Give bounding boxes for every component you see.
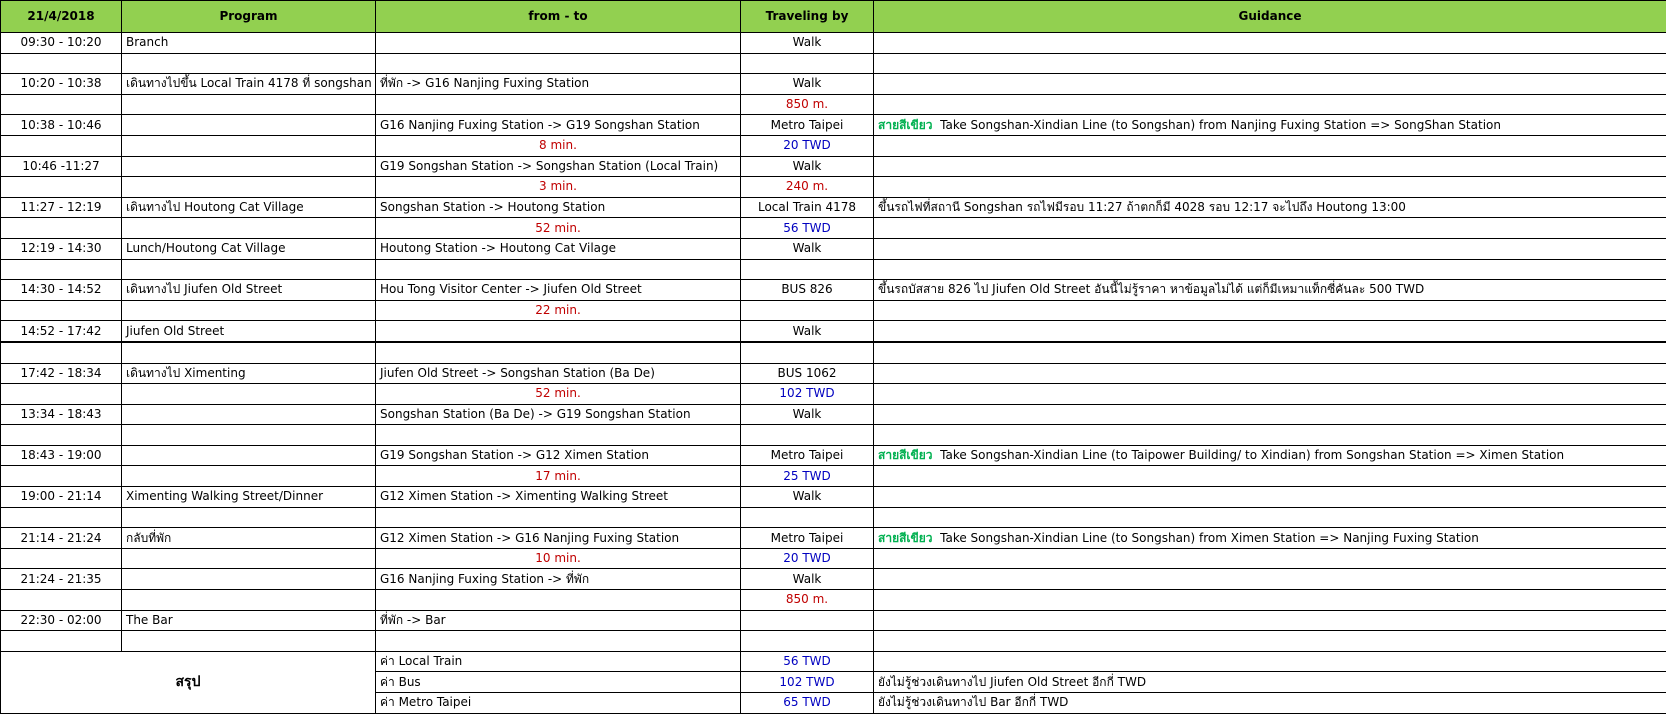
- guidance-cell[interactable]: [874, 425, 1666, 446]
- program-cell[interactable]: [122, 631, 376, 652]
- program-cell[interactable]: เดินทางไป Ximenting: [122, 363, 376, 384]
- route-cell[interactable]: ที่พัก -> G16 Nanjing Fuxing Station: [376, 74, 741, 95]
- table-row: [1, 466, 1666, 487]
- guidance-cell[interactable]: [874, 631, 1666, 652]
- time-cell[interactable]: 21:24 - 21:35: [1, 569, 122, 590]
- route-cell[interactable]: Songshan Station (Ba De) -> G19 Songshan Station: [376, 404, 741, 425]
- time-cell[interactable]: 22:30 - 02:00: [1, 610, 122, 631]
- mode-cell[interactable]: 102 TWD: [741, 384, 874, 405]
- guidance-text: ขึ้นรถไฟที่สถานี Songshan รถไฟมีรอบ 11:27 ถ้าตกก็มี 4028 รอบ 12:17 จะไปถึง Houtong 13:00: [878, 200, 1406, 214]
- mode-cell[interactable]: 240 m.: [741, 177, 874, 198]
- mode-cell[interactable]: [741, 631, 874, 652]
- guidance-cell[interactable]: [874, 528, 1666, 549]
- guidance-cell[interactable]: [874, 53, 1666, 74]
- program-cell[interactable]: [122, 445, 376, 466]
- time-cell[interactable]: [1, 548, 122, 569]
- guidance-cell[interactable]: [874, 74, 1666, 95]
- mode-cell[interactable]: Walk: [741, 569, 874, 590]
- table-row: [1, 33, 1666, 54]
- program-cell[interactable]: [122, 218, 376, 239]
- header-from-to[interactable]: from - to: [376, 1, 741, 33]
- program-cell[interactable]: เดินทางไปขึ้น Local Train 4178 ที่ songshan: [122, 74, 376, 95]
- mode-cell[interactable]: Walk: [741, 238, 874, 259]
- table-row: [1, 507, 1666, 528]
- guidance-cell[interactable]: [874, 300, 1666, 321]
- table-row: [1, 631, 1666, 652]
- program-cell[interactable]: [122, 425, 376, 446]
- table-row: [1, 548, 1666, 569]
- program-cell[interactable]: เดินทางไป Houtong Cat Village: [122, 197, 376, 218]
- guidance-cell[interactable]: [874, 218, 1666, 239]
- summary-amount[interactable]: 65 TWD: [741, 693, 874, 714]
- guidance-cell[interactable]: [874, 115, 1666, 136]
- time-cell[interactable]: 12:19 - 14:30: [1, 238, 122, 259]
- table-row: [1, 569, 1666, 590]
- time-cell[interactable]: 17:42 - 18:34: [1, 363, 122, 384]
- line-color-label: สายสีเขียว: [878, 531, 933, 545]
- table-row: [1, 528, 1666, 549]
- guidance-cell[interactable]: [874, 404, 1666, 425]
- program-cell[interactable]: [122, 115, 376, 136]
- program-cell[interactable]: The Bar: [122, 610, 376, 631]
- guidance-cell[interactable]: [874, 487, 1666, 508]
- mode-cell[interactable]: 20 TWD: [741, 135, 874, 156]
- route-cell[interactable]: [376, 507, 741, 528]
- guidance-cell[interactable]: [874, 135, 1666, 156]
- time-cell[interactable]: 10:20 - 10:38: [1, 74, 122, 95]
- mode-cell[interactable]: Metro Taipei: [741, 445, 874, 466]
- time-cell[interactable]: [1, 94, 122, 115]
- program-cell[interactable]: Jiufen Old Street: [122, 321, 376, 342]
- mode-cell[interactable]: [741, 610, 874, 631]
- guidance-cell[interactable]: [874, 466, 1666, 487]
- mode-cell[interactable]: 850 m.: [741, 94, 874, 115]
- guidance-cell[interactable]: [874, 445, 1666, 466]
- summary-item-label[interactable]: ค่า Local Train: [376, 651, 741, 672]
- program-cell[interactable]: [122, 507, 376, 528]
- header-traveling-by[interactable]: Traveling by: [741, 1, 874, 33]
- time-cell[interactable]: 10:38 - 10:46: [1, 115, 122, 136]
- guidance-cell[interactable]: [874, 342, 1666, 363]
- duration-cell[interactable]: 3 min.: [376, 177, 741, 198]
- program-cell[interactable]: กลับที่พัก: [122, 528, 376, 549]
- mode-cell[interactable]: [741, 259, 874, 280]
- mode-cell[interactable]: Walk: [741, 321, 874, 342]
- program-cell[interactable]: [122, 156, 376, 177]
- time-cell[interactable]: [1, 218, 122, 239]
- table-row: [1, 197, 1666, 218]
- table-row: [1, 445, 1666, 466]
- program-cell[interactable]: [122, 300, 376, 321]
- route-cell[interactable]: Hou Tong Visitor Center -> Jiufen Old Street: [376, 280, 741, 301]
- time-cell[interactable]: [1, 259, 122, 280]
- time-cell[interactable]: [1, 425, 122, 446]
- mode-cell[interactable]: Metro Taipei: [741, 115, 874, 136]
- route-cell[interactable]: [376, 590, 741, 611]
- guidance-cell[interactable]: [874, 177, 1666, 198]
- guidance-text: ขึ้นรถบัสสาย 826 ไป Jiufen Old Street อันนี้ไม่รู้ราคา หาข้อมูลไม่ได้ แต่ก็มีเหมาแท็กซี่คันละ 500 TWD: [878, 282, 1424, 296]
- time-cell[interactable]: [1, 177, 122, 198]
- time-cell[interactable]: [1, 53, 122, 74]
- time-cell[interactable]: [1, 631, 122, 652]
- time-cell[interactable]: [1, 300, 122, 321]
- time-cell[interactable]: [1, 342, 122, 363]
- program-cell[interactable]: [122, 177, 376, 198]
- guidance-cell[interactable]: [874, 548, 1666, 569]
- guidance-cell[interactable]: [874, 321, 1666, 342]
- route-cell[interactable]: [376, 425, 741, 446]
- guidance-text: Take Songshan-Xindian Line (to Songshan) from Ximen Station => Nanjing Fuxing Station: [940, 531, 1479, 545]
- time-cell[interactable]: 19:00 - 21:14: [1, 487, 122, 508]
- program-cell[interactable]: [122, 404, 376, 425]
- time-cell[interactable]: [1, 507, 122, 528]
- program-cell[interactable]: [122, 135, 376, 156]
- time-cell[interactable]: [1, 384, 122, 405]
- time-cell[interactable]: 18:43 - 19:00: [1, 445, 122, 466]
- guidance-text: Take Songshan-Xindian Line (to Taipower Building/ to Xindian) from Songshan Station => Ximen Station: [940, 448, 1564, 462]
- summary-item-label[interactable]: ค่า Bus: [376, 672, 741, 693]
- duration-cell[interactable]: 8 min.: [376, 135, 741, 156]
- summary-label[interactable]: สรุป: [1, 651, 376, 713]
- mode-cell[interactable]: [741, 425, 874, 446]
- program-cell[interactable]: [122, 384, 376, 405]
- route-cell[interactable]: Jiufen Old Street -> Songshan Station (Ba De): [376, 363, 741, 384]
- table-row: [1, 74, 1666, 95]
- table-row: [1, 363, 1666, 384]
- line-color-label: สายสีเขียว: [878, 118, 933, 132]
- route-cell[interactable]: [376, 259, 741, 280]
- table-row: [1, 238, 1666, 259]
- guidance-cell[interactable]: [874, 238, 1666, 259]
- time-cell[interactable]: 14:52 - 17:42: [1, 321, 122, 342]
- program-cell[interactable]: เดินทางไป Jiufen Old Street: [122, 280, 376, 301]
- time-cell[interactable]: 13:34 - 18:43: [1, 404, 122, 425]
- route-cell[interactable]: [376, 33, 741, 54]
- program-cell[interactable]: Ximenting Walking Street/Dinner: [122, 487, 376, 508]
- route-cell[interactable]: G16 Nanjing Fuxing Station -> ที่พัก: [376, 569, 741, 590]
- time-cell[interactable]: 21:14 - 21:24: [1, 528, 122, 549]
- mode-cell[interactable]: Metro Taipei: [741, 528, 874, 549]
- table-row: [1, 280, 1666, 301]
- mode-cell[interactable]: [741, 342, 874, 363]
- header-program[interactable]: Program: [122, 1, 376, 33]
- route-cell[interactable]: G19 Songshan Station -> G12 Ximen Station: [376, 445, 741, 466]
- time-cell[interactable]: 09:30 - 10:20: [1, 33, 122, 54]
- duration-cell[interactable]: 52 min.: [376, 218, 741, 239]
- mode-cell[interactable]: Walk: [741, 487, 874, 508]
- table-row: [1, 610, 1666, 631]
- summary-item-label[interactable]: ค่า Metro Taipei: [376, 693, 741, 714]
- guidance-cell[interactable]: [874, 569, 1666, 590]
- guidance-cell[interactable]: [874, 363, 1666, 384]
- guidance-cell[interactable]: [874, 156, 1666, 177]
- route-cell[interactable]: [376, 321, 741, 342]
- program-cell[interactable]: Branch: [122, 33, 376, 54]
- table-row: [1, 342, 1666, 363]
- program-cell[interactable]: [122, 342, 376, 363]
- table-row: [1, 156, 1666, 177]
- program-cell[interactable]: [122, 53, 376, 74]
- route-cell[interactable]: G16 Nanjing Fuxing Station -> G19 Songshan Station: [376, 115, 741, 136]
- mode-cell[interactable]: BUS 1062: [741, 363, 874, 384]
- mode-cell[interactable]: BUS 826: [741, 280, 874, 301]
- table-row: [1, 218, 1666, 239]
- duration-cell[interactable]: 10 min.: [376, 548, 741, 569]
- header-guidance[interactable]: Guidance: [874, 1, 1666, 33]
- table-row: [1, 177, 1666, 198]
- time-cell[interactable]: 10:46 -11:27: [1, 156, 122, 177]
- program-cell[interactable]: [122, 569, 376, 590]
- mode-cell[interactable]: Walk: [741, 156, 874, 177]
- route-cell[interactable]: Songshan Station -> Houtong Station: [376, 197, 741, 218]
- time-cell[interactable]: 14:30 - 14:52: [1, 280, 122, 301]
- program-cell[interactable]: Lunch/Houtong Cat Village: [122, 238, 376, 259]
- table-row: [1, 590, 1666, 611]
- summary-note[interactable]: ยังไม่รู้ช่วงเดินทางไป Bar อีกกี่ TWD: [874, 693, 1666, 714]
- table-row: [1, 487, 1666, 508]
- time-cell[interactable]: [1, 135, 122, 156]
- summary-row: [1, 651, 1666, 672]
- table-row: [1, 425, 1666, 446]
- route-cell[interactable]: [376, 342, 741, 363]
- duration-cell[interactable]: 22 min.: [376, 300, 741, 321]
- guidance-cell[interactable]: [874, 94, 1666, 115]
- mode-cell[interactable]: [741, 300, 874, 321]
- duration-cell[interactable]: 17 min.: [376, 466, 741, 487]
- route-cell[interactable]: [376, 631, 741, 652]
- table-row: [1, 115, 1666, 136]
- guidance-cell[interactable]: [874, 507, 1666, 528]
- summary-note[interactable]: ยังไม่รู้ช่วงเดินทางไป Jiufen Old Street อีกกี่ TWD: [874, 672, 1666, 693]
- mode-cell[interactable]: Walk: [741, 74, 874, 95]
- mode-cell[interactable]: Local Train 4178: [741, 197, 874, 218]
- route-cell[interactable]: [376, 53, 741, 74]
- time-cell[interactable]: [1, 590, 122, 611]
- program-cell[interactable]: [122, 548, 376, 569]
- mode-cell[interactable]: [741, 507, 874, 528]
- table-row: [1, 404, 1666, 425]
- guidance-cell[interactable]: [874, 590, 1666, 611]
- summary-amount[interactable]: 56 TWD: [741, 651, 874, 672]
- guidance-cell[interactable]: [874, 280, 1666, 301]
- spacer: [933, 448, 941, 462]
- mode-cell[interactable]: 25 TWD: [741, 466, 874, 487]
- guidance-text: Take Songshan-Xindian Line (to Songshan) from Nanjing Fuxing Station => SongShan Station: [940, 118, 1501, 132]
- guidance-cell[interactable]: [874, 33, 1666, 54]
- guidance-cell[interactable]: [874, 259, 1666, 280]
- route-cell[interactable]: Houtong Station -> Houtong Cat Vilage: [376, 238, 741, 259]
- table-row: [1, 135, 1666, 156]
- route-cell[interactable]: G19 Songshan Station -> Songshan Station (Local Train): [376, 156, 741, 177]
- table-row: [1, 53, 1666, 74]
- table-row: [1, 321, 1666, 342]
- mode-cell[interactable]: 20 TWD: [741, 548, 874, 569]
- mode-cell[interactable]: Walk: [741, 33, 874, 54]
- itinerary-body: [1, 33, 1666, 652]
- route-cell[interactable]: G12 Ximen Station -> Ximenting Walking Street: [376, 487, 741, 508]
- route-cell[interactable]: ที่พัก -> Bar: [376, 610, 741, 631]
- route-cell[interactable]: [376, 94, 741, 115]
- spacer: [933, 118, 941, 132]
- summary-amount[interactable]: 102 TWD: [741, 672, 874, 693]
- table-row: [1, 259, 1666, 280]
- duration-cell[interactable]: 52 min.: [376, 384, 741, 405]
- program-cell[interactable]: [122, 466, 376, 487]
- header-row: [1, 1, 1666, 33]
- program-cell[interactable]: [122, 259, 376, 280]
- mode-cell[interactable]: 850 m.: [741, 590, 874, 611]
- header-date[interactable]: 21/4/2018: [1, 1, 122, 33]
- summary-note[interactable]: [874, 651, 1666, 672]
- program-cell[interactable]: [122, 94, 376, 115]
- table-row: [1, 300, 1666, 321]
- spacer: [933, 531, 941, 545]
- table-row: [1, 94, 1666, 115]
- line-color-label: สายสีเขียว: [878, 448, 933, 462]
- guidance-cell[interactable]: [874, 197, 1666, 218]
- mode-cell[interactable]: 56 TWD: [741, 218, 874, 239]
- program-cell[interactable]: [122, 590, 376, 611]
- guidance-cell[interactable]: [874, 610, 1666, 631]
- guidance-cell[interactable]: [874, 384, 1666, 405]
- mode-cell[interactable]: Walk: [741, 404, 874, 425]
- table-row: [1, 384, 1666, 405]
- time-cell[interactable]: [1, 466, 122, 487]
- route-cell[interactable]: G12 Ximen Station -> G16 Nanjing Fuxing Station: [376, 528, 741, 549]
- time-cell[interactable]: 11:27 - 12:19: [1, 197, 122, 218]
- mode-cell[interactable]: [741, 53, 874, 74]
